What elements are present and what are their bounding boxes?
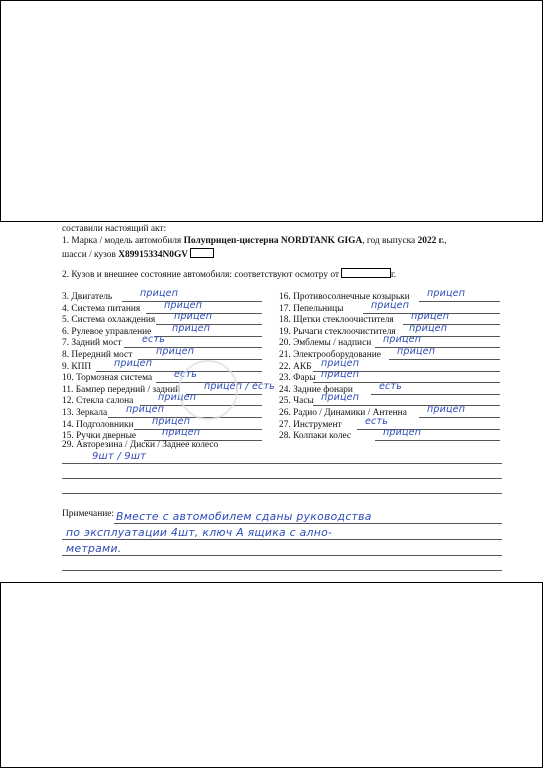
item-29-label: 29. Авторезина / Диски / Заднее колесо xyxy=(62,440,219,450)
right-item xyxy=(279,357,500,373)
note-handwriting-line2: по эксплуатации 4шт, ключ А ящика с ално- xyxy=(66,526,333,539)
rule-line xyxy=(62,463,502,464)
right-item xyxy=(279,346,500,361)
right-item xyxy=(279,427,500,442)
right-item-label: 16. Противосолнечные козырьки xyxy=(279,292,410,302)
year-value: 2022 г. xyxy=(417,236,445,246)
underline xyxy=(375,347,500,348)
body-condition-line: 2. Кузов и внешнее состояние автомобиля: соответствуют осмотру от г. xyxy=(62,270,397,280)
left-item-value: прицеп / есть xyxy=(204,380,275,392)
left-item-value: прицеп xyxy=(174,311,213,323)
underline xyxy=(419,417,500,418)
redacted-bottom-area xyxy=(0,582,543,768)
right-item xyxy=(279,299,500,315)
left-item-value: прицеп xyxy=(164,299,203,311)
item-29-value: 9шт / 9шт xyxy=(92,451,147,462)
right-item-value: прицеп xyxy=(409,322,448,334)
left-item-label: 13. Зеркала xyxy=(62,408,108,418)
chassis-label: шасси / кузов xyxy=(62,250,116,260)
left-item-label: 7. Задний мост xyxy=(62,338,122,349)
model-label: 1. Марка / модель автомобиля xyxy=(62,236,182,246)
right-item-value: прицеп xyxy=(383,334,422,346)
right-item-label: 27. Инструмент xyxy=(279,419,342,430)
left-item xyxy=(62,288,262,303)
vin-value: X89915334N0GV xyxy=(118,250,189,260)
left-item xyxy=(62,299,262,315)
right-item-value: прицеп xyxy=(371,299,410,311)
rule-line xyxy=(62,493,502,494)
left-item-label: 6. Рулевое управление xyxy=(62,326,152,337)
left-item xyxy=(62,357,262,373)
left-item-value: прицеп xyxy=(152,415,191,427)
right-item-value: прицеп xyxy=(427,288,466,299)
left-item-label: 11. Бампер передний / задний xyxy=(62,384,181,395)
underline xyxy=(357,429,500,430)
left-item-value: прицеп xyxy=(158,392,197,404)
right-item-label: 20. Эмблемы / надписи xyxy=(279,338,372,349)
redacted-top-area xyxy=(0,0,543,222)
item-29 xyxy=(62,440,218,451)
note-handwriting-line1: Вместе с автомобилем сданы руководства xyxy=(116,510,372,523)
intro-text: составили настоящий акт: xyxy=(62,224,167,234)
right-item-label: 24. Задние фонари xyxy=(279,384,353,395)
rule-line xyxy=(62,570,502,571)
right-item-value: прицеп xyxy=(383,427,422,439)
left-item-label: 15. Ручки дверные xyxy=(62,431,137,442)
right-item-label: 17. Пепельницы xyxy=(279,303,344,314)
chassis-line xyxy=(62,248,214,261)
left-item-label: 9. КПП xyxy=(62,361,92,372)
left-item-value: прицеп xyxy=(162,427,201,439)
right-item xyxy=(279,404,500,419)
rule-line xyxy=(62,555,502,556)
left-item-label: 5. Система охлаждения xyxy=(62,315,156,326)
model-value: Полуприцеп-цистерна NORDTANK GIGA xyxy=(183,236,363,246)
left-item xyxy=(62,311,262,326)
rule-line xyxy=(62,478,502,479)
left-item-value: прицеп xyxy=(172,322,211,334)
right-item-label: 21. Электрооборудование xyxy=(279,350,381,360)
left-item-label: 8. Передний мост xyxy=(62,350,133,360)
right-item-label: 18. Щетки стеклоочистителя xyxy=(279,315,394,326)
underline xyxy=(389,359,500,360)
left-item-label: 10. Тормозная система xyxy=(62,373,153,384)
left-item-value: прицеп xyxy=(126,404,165,415)
act-document xyxy=(0,222,543,582)
left-item-label: 14. Подголовники xyxy=(62,419,134,430)
underline xyxy=(313,405,500,406)
vehicle-line: 1. Марка / модель автомобиля Полуприцеп-цистерна NORDTANK GIGA, год выпуска 2022 г., xyxy=(62,236,447,246)
underline xyxy=(371,394,500,395)
right-item-value: прицеп xyxy=(321,392,360,404)
right-item-value: прицеп xyxy=(397,346,436,357)
right-item xyxy=(279,311,500,326)
left-item-label: 12. Стекла салона xyxy=(62,396,134,407)
watermark-logo xyxy=(178,360,238,420)
right-item-label: 19. Рычаги стеклоочистителя xyxy=(279,326,396,337)
note-label: Примечание: xyxy=(62,509,115,519)
right-item-label: 23. Фары xyxy=(279,373,316,384)
right-item-label: 22. АКБ xyxy=(279,361,312,372)
redacted-date-box xyxy=(341,268,391,278)
right-item-value: есть xyxy=(379,380,403,392)
note-handwriting-line3: метрами. xyxy=(66,542,122,555)
right-item-label: 25. Часы xyxy=(279,396,314,407)
right-item-value: прицеп xyxy=(427,404,466,415)
right-item xyxy=(279,380,500,396)
right-item-value: прицеп xyxy=(321,369,360,381)
left-item-label: 4. Система питания xyxy=(62,303,141,314)
left-item-value: есть xyxy=(142,334,166,346)
rule-line xyxy=(62,539,502,540)
right-item-value: есть xyxy=(365,415,389,427)
underline xyxy=(313,382,500,383)
rule-line xyxy=(114,523,502,524)
redacted-box xyxy=(190,248,214,258)
left-item-value: прицеп xyxy=(156,346,195,357)
underline xyxy=(154,336,262,337)
right-item xyxy=(279,392,500,407)
underline xyxy=(419,301,500,302)
left-item xyxy=(62,346,262,361)
year-label: , год выпуска xyxy=(362,236,416,246)
left-item-value: прицеп xyxy=(114,357,153,369)
right-item xyxy=(279,334,500,349)
right-item-label: 26. Радио / Динамики / Антенна xyxy=(279,408,407,418)
underline xyxy=(375,440,500,441)
right-item-value: прицеп xyxy=(321,357,360,369)
left-item-value: прицеп xyxy=(140,288,179,299)
right-item-value: прицеп xyxy=(411,311,450,323)
left-item-label: 3. Двигатель xyxy=(62,292,113,302)
left-item-value: есть xyxy=(174,369,198,381)
right-item-label: 28. Колпаки колес xyxy=(279,431,352,442)
